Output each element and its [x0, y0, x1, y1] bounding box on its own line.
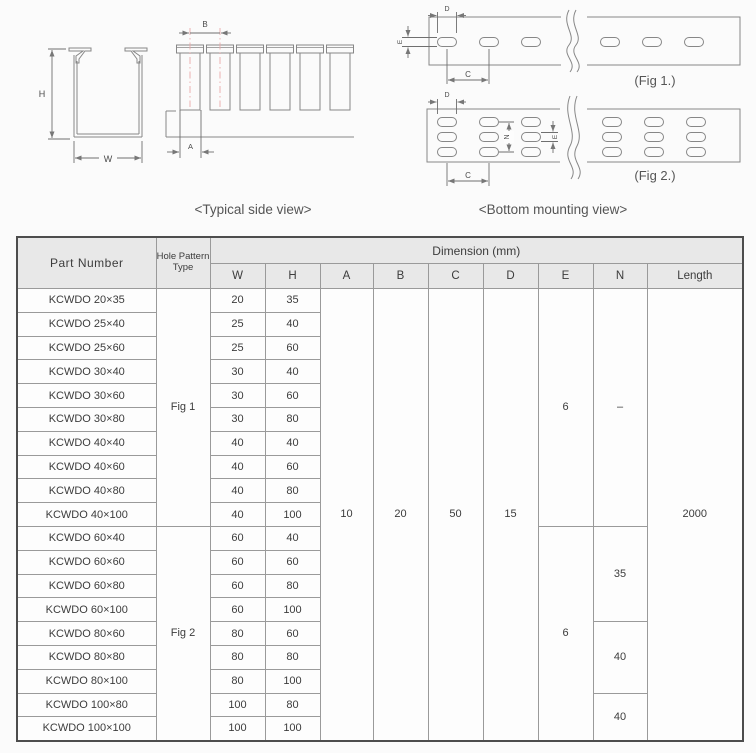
spec-table-body [17, 289, 743, 741]
fingers [180, 53, 350, 110]
w-cell: 60 [210, 598, 265, 622]
technical-drawings [0, 0, 756, 232]
h-cell: 60 [265, 455, 320, 479]
h-cell: 100 [265, 503, 320, 527]
part-number-cell: KCWDO 20×35 [17, 289, 156, 313]
hole-pattern-cell: Fig 1 [156, 289, 210, 527]
fig2-label: (Fig 2.) [634, 168, 676, 183]
h-cell: 35 [265, 289, 320, 313]
part-number-cell: KCWDO 40×80 [17, 479, 156, 503]
part-number-cell: KCWDO 30×40 [17, 360, 156, 384]
dim-label-w: W [103, 154, 113, 164]
header-col-length: Length [647, 264, 743, 289]
part-number-cell: KCWDO 60×80 [17, 574, 156, 598]
dim-label-n-fig2: N [504, 134, 511, 140]
part-number-cell: KCWDO 40×100 [17, 503, 156, 527]
w-cell: 80 [210, 645, 265, 669]
w-cell: 30 [210, 360, 265, 384]
h-cell: 40 [265, 526, 320, 550]
part-number-cell: KCWDO 100×100 [17, 717, 156, 741]
part-number-cell: KCWDO 25×40 [17, 312, 156, 336]
hole-pattern-cell: Fig 2 [156, 526, 210, 740]
header-col-d: D [483, 264, 538, 289]
w-cell: 40 [210, 479, 265, 503]
header-col-c: C [428, 264, 483, 289]
dim-label-d-fig1: D [444, 6, 450, 13]
h-cell: 80 [265, 574, 320, 598]
duct-base [166, 111, 354, 137]
spec-table [16, 236, 744, 742]
n-cell: 40 [593, 693, 647, 741]
bottom-view-caption: <Bottom mounting view> [478, 202, 628, 217]
w-cell: 60 [210, 526, 265, 550]
h-cell: 100 [265, 669, 320, 693]
part-number-cell: KCWDO 30×80 [17, 407, 156, 431]
h-cell: 80 [265, 407, 320, 431]
h-cell: 80 [265, 479, 320, 503]
duct-left-lip [69, 48, 91, 63]
cross-section-diagram [69, 48, 147, 137]
w-cell: 25 [210, 336, 265, 360]
e-cell: 6 [538, 289, 593, 527]
h-cell: 100 [265, 717, 320, 741]
fig2-dimensions [428, 99, 558, 186]
w-cell: 100 [210, 717, 265, 741]
part-number-cell: KCWDO 80×80 [17, 645, 156, 669]
w-cell: 60 [210, 574, 265, 598]
w-cell: 25 [210, 312, 265, 336]
h-cell: 60 [265, 550, 320, 574]
side-view-diagram [166, 45, 354, 137]
header-hole-pattern: Hole Pattern Type [156, 237, 210, 289]
dim-label-c-fig1: C [465, 70, 471, 79]
part-number-cell: KCWDO 80×60 [17, 622, 156, 646]
part-number-cell: KCWDO 100×80 [17, 693, 156, 717]
fig1-dimensions [402, 12, 489, 84]
h-cell: 80 [265, 693, 320, 717]
w-cell: 20 [210, 289, 265, 313]
part-number-cell: KCWDO 40×60 [17, 455, 156, 479]
header-col-a: A [320, 264, 373, 289]
table-row [17, 289, 743, 313]
c-cell: 50 [428, 289, 483, 741]
h-cell: 60 [265, 336, 320, 360]
dim-label-b: B [202, 20, 208, 29]
h-cell: 80 [265, 645, 320, 669]
a-cell: 10 [320, 289, 373, 741]
n-cell: 40 [593, 622, 647, 693]
duct-walls [74, 55, 142, 137]
part-number-cell: KCWDO 40×40 [17, 431, 156, 455]
header-col-h: H [265, 264, 320, 289]
header-dimension-group: Dimension (mm) [210, 237, 743, 264]
w-cell: 80 [210, 669, 265, 693]
fig1-label: (Fig 1.) [634, 73, 676, 88]
dim-label-c-fig2: C [465, 171, 471, 180]
part-number-cell: KCWDO 80×100 [17, 669, 156, 693]
dim-label-h: H [38, 89, 46, 99]
b-cell: 20 [373, 289, 428, 741]
w-cell: 80 [210, 622, 265, 646]
w-cell: 30 [210, 384, 265, 408]
h-cell: 100 [265, 598, 320, 622]
n-cell: 35 [593, 526, 647, 621]
break-mask [560, 97, 587, 177]
header-col-e: E [538, 264, 593, 289]
part-number-cell: KCWDO 25×60 [17, 336, 156, 360]
dim-label-d-fig2: D [444, 92, 450, 99]
header-part-number: Part Number [17, 237, 156, 289]
fig1-strip-diagram [429, 10, 740, 72]
cross-section-dimensions [48, 49, 142, 163]
header-col-w: W [210, 264, 265, 289]
duct-right-lip [125, 48, 147, 63]
d-cell: 15 [483, 289, 538, 741]
dim-label-e-fig1: E [397, 39, 404, 45]
w-cell: 100 [210, 693, 265, 717]
dim-label-a: A [187, 142, 194, 151]
part-number-cell: KCWDO 60×40 [17, 526, 156, 550]
header-col-b: B [373, 264, 428, 289]
w-cell: 40 [210, 503, 265, 527]
h-cell: 40 [265, 360, 320, 384]
h-cell: 40 [265, 431, 320, 455]
header-col-n: N [593, 264, 647, 289]
h-cell: 60 [265, 622, 320, 646]
h-cell: 60 [265, 384, 320, 408]
e-cell: 6 [538, 526, 593, 740]
part-number-cell: KCWDO 30×60 [17, 384, 156, 408]
w-cell: 40 [210, 455, 265, 479]
fig2-strip-diagram [427, 96, 740, 179]
n-cell: – [593, 289, 647, 527]
w-cell: 60 [210, 550, 265, 574]
part-number-cell: KCWDO 60×60 [17, 550, 156, 574]
w-cell: 40 [210, 431, 265, 455]
dim-label-e-fig2: E [552, 134, 559, 140]
side-view-caption: <Typical side view> [194, 202, 312, 217]
finger-caps [177, 45, 354, 53]
part-number-cell: KCWDO 60×100 [17, 598, 156, 622]
length-cell: 2000 [647, 289, 743, 741]
slot-centerlines [190, 28, 220, 107]
w-cell: 30 [210, 407, 265, 431]
h-cell: 40 [265, 312, 320, 336]
